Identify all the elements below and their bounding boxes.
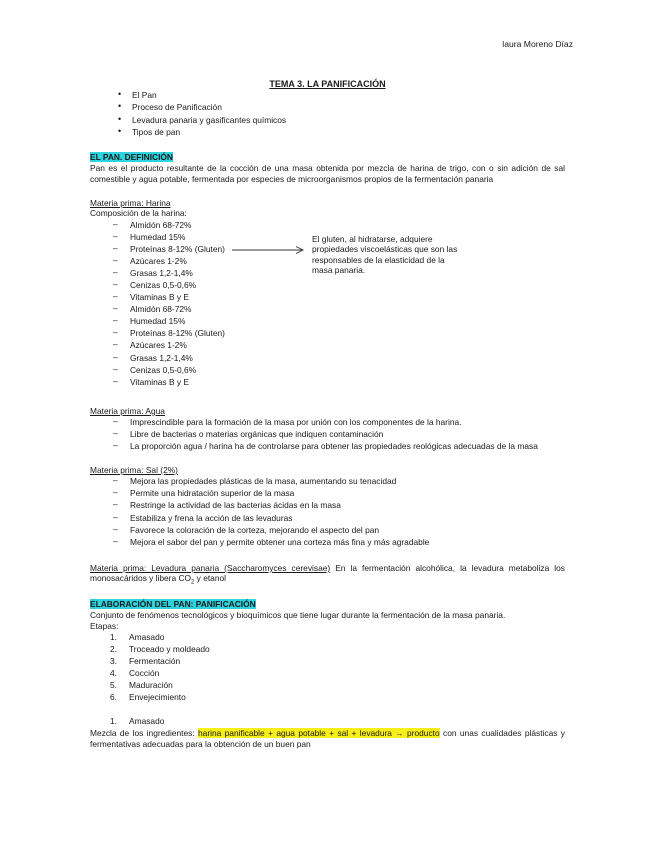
list-item: – Vitaminas B y E bbox=[90, 292, 565, 304]
list-item: 4. Cocción bbox=[110, 668, 160, 679]
list-item: – Proteínas 8-12% (Gluten) bbox=[90, 244, 565, 256]
mezcla-text: Mezcla de los ingredientes: harina panificable + agua potable + sal + levadura → producto con unas cualidades plásticas y fermentativas adecuadas para la obtención de un buen pan bbox=[90, 728, 565, 749]
list-item: – Grasas 1,2-1,4% bbox=[90, 353, 565, 365]
elaboracion-intro: Conjunto de fenómenos tecnológicos y bioquímicos que tiene lugar durante la fermentación de la masa panaria. bbox=[90, 610, 506, 621]
pan-section bbox=[90, 152, 565, 184]
section-heading-elaboracion: ELABORACIÓN DEL PAN: PANIFICACIÓN bbox=[90, 599, 256, 609]
page-title: TEMA 3. LA PANIFICACIÓN bbox=[269, 79, 386, 89]
levadura-section bbox=[90, 563, 565, 587]
list-item: – Restringe la actividad de las bacterias ácidas en la masa bbox=[90, 500, 565, 512]
harina-intro: Composición de la harina: bbox=[90, 208, 187, 219]
list-item: – Vitaminas B y E bbox=[90, 377, 565, 389]
sal-label: Materia prima: Sal (2%) bbox=[90, 465, 178, 475]
list-item: – Cenizas 0,5-0,6% bbox=[90, 280, 565, 292]
index-item: • El Pan bbox=[118, 90, 286, 102]
highlighted-formula: harina panificable + agua potable + sal + levadura → producto bbox=[198, 728, 440, 739]
list-item: – Proteínas 8-12% (Gluten) bbox=[90, 328, 565, 340]
levadura-tail: y etanol bbox=[194, 573, 227, 584]
index-item: • Tipos de pan bbox=[118, 127, 286, 139]
agua-section bbox=[90, 406, 565, 454]
list-item: 5. Maduración bbox=[110, 680, 173, 691]
list-item: 1. Amasado bbox=[110, 716, 165, 727]
list-item: – Cenizas 0,5-0,6% bbox=[90, 365, 565, 377]
arrow-right-icon bbox=[232, 245, 306, 255]
agua-list bbox=[90, 417, 565, 453]
pan-definition: Pan es el producto resultante de la cocción de una masa obtenida por mezcla de harina de trigo, con o sin adición de sal comestible y agua potable, fermentada por especies de microorganismos propios de la fermentación panaria bbox=[90, 163, 565, 184]
gluten-note: El gluten, al hidratarse, adquiere propiedades viscoelásticas que son las responsables de la elasticidad de la masa panaria. bbox=[312, 234, 458, 275]
list-item: – Almidón 68-72% bbox=[90, 304, 565, 316]
list-item: – Almidón 68-72% bbox=[90, 220, 565, 232]
levadura-text: En la fermentación alcohólica, la levadura metaboliza los monosacáridos y libera CO bbox=[90, 563, 565, 584]
sal-list bbox=[90, 476, 565, 549]
etapas-list bbox=[90, 632, 565, 705]
etapas-label: Etapas: bbox=[90, 620, 119, 631]
list-item: 2. Troceado y moldeado bbox=[110, 643, 210, 654]
list-item: – Permite una hidratación superior de la masa bbox=[90, 488, 565, 500]
index-item: • Proceso de Panificación bbox=[118, 102, 286, 114]
list-item: – Mejora las propiedades plásticas de la masa, aumentando su tenacidad bbox=[90, 476, 565, 488]
list-item: – Azúcares 1-2% bbox=[90, 340, 565, 352]
index-item: • Levadura panaria y gasificantes químicos bbox=[118, 115, 286, 127]
topic-index bbox=[118, 90, 286, 140]
agua-label: Materia prima: Agua bbox=[90, 406, 165, 416]
elaboracion-section bbox=[90, 599, 565, 749]
list-item: 6. Envejecimiento bbox=[110, 692, 186, 703]
list-item: – La proporción agua / harina ha de controlarse para obtener las propiedades reológicas adecuadas de la masa bbox=[90, 441, 565, 453]
sal-section bbox=[90, 465, 565, 549]
harina-label: Materia prima: Harina bbox=[90, 198, 171, 208]
list-item: – Estabiliza y frena la acción de las levaduras bbox=[90, 513, 565, 525]
list-item: – Mejora el sabor del pan y permite obtener una corteza más fina y más agradable bbox=[90, 537, 565, 549]
amasado-heading bbox=[90, 716, 565, 728]
list-item: – Libre de bacterias o materias orgánicas que indiquen contaminación bbox=[90, 429, 565, 441]
author-name: laura Moreno Díaz bbox=[502, 39, 573, 49]
list-item: – Imprescindible para la formación de la masa por unión con los componentes de la harina. bbox=[90, 417, 565, 429]
list-item: 3. Fermentación bbox=[110, 655, 181, 666]
harina-section bbox=[90, 198, 565, 389]
list-item: – Favorece la coloración de la corteza, mejorando el aspecto del pan bbox=[90, 525, 565, 537]
list-item: – Humedad 15% bbox=[90, 232, 565, 244]
list-item: 1. Amasado bbox=[110, 631, 165, 642]
list-item: – Grasas 1,2-1,4% bbox=[90, 268, 565, 280]
levadura-label: Materia prima: Levadura panaria (Saccharomyces cerevisae) bbox=[90, 563, 331, 573]
subscript: 2 bbox=[191, 579, 195, 586]
list-item: – Humedad 15% bbox=[90, 316, 565, 328]
section-heading-pan: EL PAN. DEFINICIÓN bbox=[90, 152, 173, 162]
list-item: – Azúcares 1-2% bbox=[90, 256, 565, 268]
